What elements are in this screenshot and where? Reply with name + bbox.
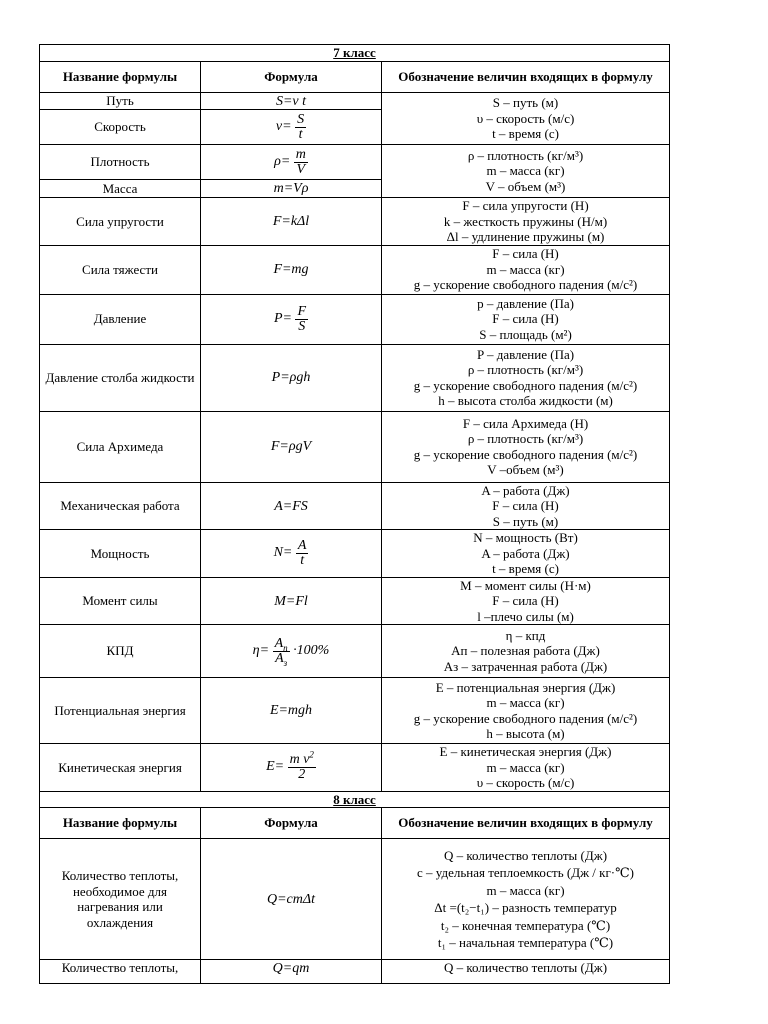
- row-name: Скорость: [40, 110, 201, 145]
- quantity-line: F – сила (Н): [492, 311, 559, 327]
- row-name: Мощность: [40, 530, 201, 578]
- quantity-line: S – путь (м): [492, 513, 559, 529]
- quantity-line: m – масса (кг): [486, 261, 565, 277]
- quantities-cell: [382, 744, 670, 792]
- row-formula: A=FS: [201, 482, 382, 530]
- quantity-line: m – масса (кг): [486, 695, 565, 710]
- row-name: Количество теплоты, необходимое для нагревания или охлаждения: [40, 839, 201, 960]
- quantity-line: ρ – плотность (кг/м³): [467, 362, 584, 377]
- quantity-line: ρ – плотность (кг/м³): [467, 431, 584, 446]
- quantities-cell: [382, 294, 670, 344]
- quantity-line: c – удельная теплоемкость (Дж / кг·℃): [417, 865, 635, 880]
- quantity-line: p – давление (Па): [477, 295, 574, 311]
- row-formula: η= $\frac{A_п}{A_з}$ ·100%: [201, 625, 382, 678]
- quantity-line: t – время (с): [492, 561, 559, 576]
- quantity-line: h – высота (м): [486, 726, 565, 741]
- grade-8-title: 8 класс: [40, 791, 670, 808]
- quantity-line: g – ускорение свободного падения (м/с²): [413, 710, 638, 726]
- quantities-cell: [382, 482, 670, 530]
- quantity-line: E – кинетическая энергия (Дж): [439, 744, 612, 759]
- quantities-cell: [382, 530, 670, 578]
- header-formula: Формула: [201, 808, 382, 839]
- quantities-cell: [382, 198, 670, 246]
- row-name: Сила тяжести: [40, 245, 201, 294]
- row-name: Путь: [40, 92, 201, 110]
- row-name: Сила упругости: [40, 198, 201, 246]
- quantity-line: P – давление (Па): [476, 346, 575, 362]
- header-name: Название формулы: [40, 808, 201, 839]
- quantities-cell: [382, 577, 670, 625]
- quantities-cell: [382, 839, 670, 960]
- quantity-line: k – жесткость пружины (Н/м): [443, 213, 608, 229]
- quantities-cell: [382, 344, 670, 411]
- row-formula: E=mgh: [201, 678, 382, 744]
- quantities-cell: [382, 678, 670, 744]
- row-formula: E= $\frac{m v^2}{2}$: [201, 744, 382, 792]
- quantity-line: t – время (с): [492, 126, 559, 141]
- quantity-line: F – сила Архимеда (Н): [462, 415, 589, 431]
- grade-7-title: 7 класс: [40, 45, 670, 62]
- row-name: КПД: [40, 625, 201, 678]
- quantity-line: F – сила упругости (Н): [462, 198, 589, 213]
- row-formula: Q=qm: [201, 960, 382, 984]
- header-name: Название формулы: [40, 61, 201, 92]
- quantity-line: ρ – плотность (кг/м³): [467, 147, 584, 163]
- quantities-cell: [382, 92, 670, 145]
- quantity-line: t₂ – конечная температура (℃): [440, 917, 611, 933]
- row-formula: F=ρgV: [201, 411, 382, 482]
- quantity-line: F – сила (Н): [492, 246, 559, 262]
- quantity-line: υ – скорость (м/с): [476, 775, 575, 790]
- quantity-line: m – масса (кг): [486, 163, 565, 179]
- row-name: Механическая работа: [40, 482, 201, 530]
- quantity-line: Q – количество теплоты (Дж): [443, 847, 608, 863]
- quantities-cell: [382, 960, 670, 984]
- quantity-line: V –объем (м³): [487, 462, 564, 477]
- quantity-line: l –плечо силы (м): [477, 608, 574, 624]
- quantity-line: F – сила (Н): [492, 593, 559, 608]
- row-name: Масса: [40, 180, 201, 198]
- row-formula: S=v t: [201, 92, 382, 110]
- quantity-line: N – мощность (Вт): [473, 530, 578, 545]
- quantity-line: η – кпд: [505, 627, 546, 643]
- row-formula: v= $\frac{S}{t}$: [201, 110, 382, 145]
- quantity-line: Aп – полезная работа (Дж): [451, 643, 600, 659]
- quantity-line: υ – скорость (м/с): [476, 110, 575, 126]
- row-name: Давление столба жидкости: [40, 344, 201, 411]
- quantity-line: V – объем (м³): [485, 178, 566, 194]
- quantity-line: t₁ – начальная температура (℃): [437, 935, 614, 950]
- row-formula: M=Fl: [201, 577, 382, 625]
- row-name: Давление: [40, 294, 201, 344]
- row-formula: F=kΔl: [201, 198, 382, 246]
- quantity-line: E – потенциальная энергия (Дж): [435, 679, 616, 695]
- quantity-line: g – ускорение свободного падения (м/с²): [413, 377, 638, 393]
- row-name: Сила Архимеда: [40, 411, 201, 482]
- formula-table: [39, 44, 670, 984]
- row-name: Количество теплоты,: [40, 960, 201, 984]
- row-name: Плотность: [40, 145, 201, 180]
- row-formula: P=ρgh: [201, 344, 382, 411]
- quantities-cell: [382, 411, 670, 482]
- quantity-line: Q – количество теплоты (Дж): [443, 960, 608, 975]
- quantity-line: S – площадь (м²): [479, 326, 572, 342]
- quantity-line: h – высота столба жидкости (м): [438, 393, 613, 408]
- quantity-line: A – работа (Дж): [481, 545, 570, 561]
- row-formula: N= $\frac{A}{t}$: [201, 530, 382, 578]
- quantity-line: Aз – затраченная работа (Дж): [443, 658, 608, 674]
- row-formula: Q=cmΔt: [201, 839, 382, 960]
- quantity-line: Δt =(t₂−t₁) – разность температур: [434, 900, 617, 915]
- quantities-cell: [382, 145, 670, 198]
- quantity-line: M – момент силы (Н·м): [460, 577, 591, 593]
- row-formula: m=Vρ: [201, 180, 382, 198]
- quantity-line: m – масса (кг): [486, 759, 565, 775]
- row-formula: F=mg: [201, 245, 382, 294]
- quantity-line: g – ускорение свободного падения (м/с²): [413, 277, 638, 293]
- quantities-cell: [382, 245, 670, 294]
- quantity-line: g – ускорение свободного падения (м/с²): [413, 446, 638, 462]
- header-quantities: Обозначение величин входящих в формулу: [382, 61, 670, 92]
- row-formula: P= $\frac{F}{S}$: [201, 294, 382, 344]
- quantity-line: m – масса (кг): [486, 882, 565, 898]
- quantity-line: Δl – удлинение пружины (м): [446, 229, 605, 244]
- quantities-cell: [382, 625, 670, 678]
- quantity-line: F – сила (Н): [492, 498, 559, 513]
- quantity-line: S – путь (м): [492, 95, 559, 110]
- row-name: Момент силы: [40, 577, 201, 625]
- row-name: Потенциальная энергия: [40, 678, 201, 744]
- row-name: Кинетическая энергия: [40, 744, 201, 792]
- header-formula: Формула: [201, 61, 382, 92]
- header-quantities: Обозначение величин входящих в формулу: [382, 808, 670, 839]
- row-formula: ρ= $\frac{m}{V}$: [201, 145, 382, 180]
- quantity-line: A – работа (Дж): [481, 482, 570, 498]
